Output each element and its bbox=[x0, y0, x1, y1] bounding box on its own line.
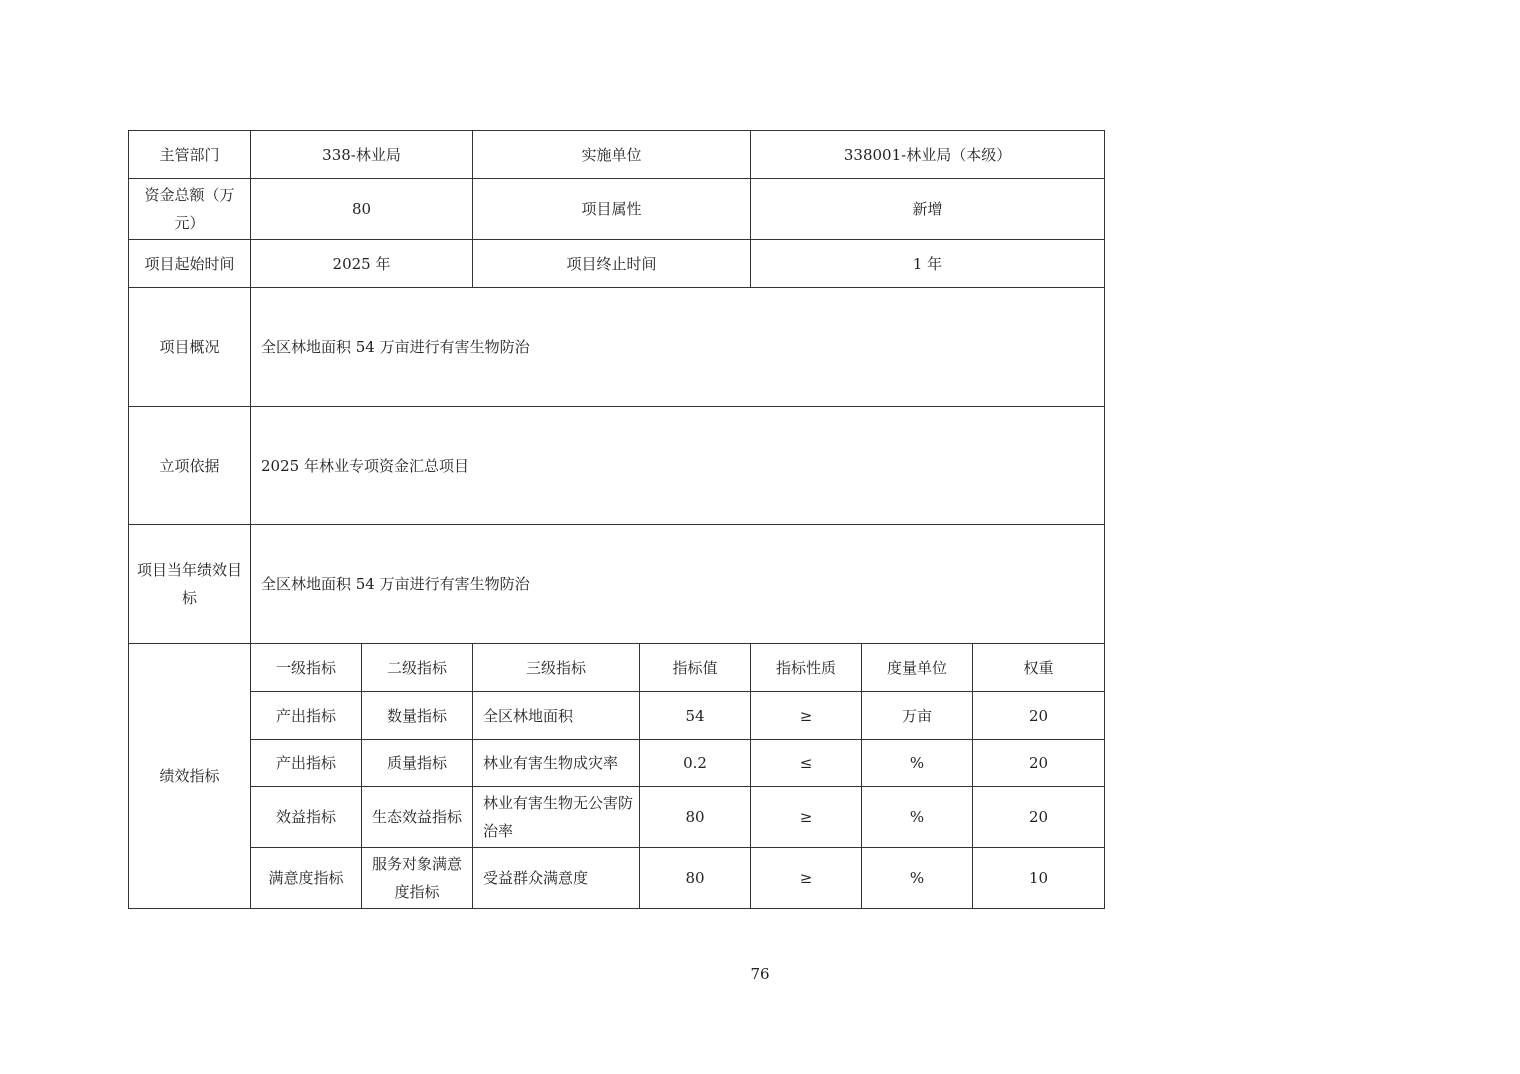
nature-cell: ≥ bbox=[751, 848, 862, 909]
level2-cell: 数量指标 bbox=[362, 692, 473, 740]
level3-cell: 林业有害生物成灾率 bbox=[473, 740, 640, 787]
unit-label: 实施单位 bbox=[473, 131, 751, 179]
column-header: 三级指标 bbox=[473, 644, 640, 692]
table-row bbox=[129, 787, 1105, 848]
goal-label: 项目当年绩效目标 bbox=[129, 525, 251, 644]
basis-label: 立项依据 bbox=[129, 407, 251, 525]
level2-cell: 服务对象满意度指标 bbox=[362, 848, 473, 909]
goal-value: 全区林地面积 54 万亩进行有害生物防治 bbox=[251, 525, 1105, 644]
goal-row bbox=[129, 525, 1105, 644]
table-row bbox=[129, 848, 1105, 909]
level3-cell: 受益群众满意度 bbox=[473, 848, 640, 909]
overview-value: 全区林地面积 54 万亩进行有害生物防治 bbox=[251, 288, 1105, 407]
dept-label: 主管部门 bbox=[129, 131, 251, 179]
level2-cell: 质量指标 bbox=[362, 740, 473, 787]
weight-cell: 20 bbox=[973, 740, 1105, 787]
level1-cell: 效益指标 bbox=[251, 787, 362, 848]
end-label: 项目终止时间 bbox=[473, 240, 751, 288]
value-cell: 80 bbox=[640, 787, 751, 848]
weight-cell: 20 bbox=[973, 787, 1105, 848]
indicators-label: 绩效指标 bbox=[129, 644, 251, 909]
attr-label: 项目属性 bbox=[473, 179, 751, 240]
start-value: 2025 年 bbox=[251, 240, 473, 288]
unit-cell: % bbox=[862, 848, 973, 909]
performance-table bbox=[128, 130, 1105, 909]
start-label: 项目起始时间 bbox=[129, 240, 251, 288]
basis-value: 2025 年林业专项资金汇总项目 bbox=[251, 407, 1105, 525]
overview-row bbox=[129, 288, 1105, 407]
attr-value: 新增 bbox=[751, 179, 1105, 240]
column-header: 度量单位 bbox=[862, 644, 973, 692]
nature-cell: ≥ bbox=[751, 692, 862, 740]
level3-cell: 林业有害生物无公害防治率 bbox=[473, 787, 640, 848]
table-row bbox=[129, 692, 1105, 740]
fund-label: 资金总额（万元） bbox=[129, 179, 251, 240]
unit-cell: % bbox=[862, 787, 973, 848]
unit-cell: 万亩 bbox=[862, 692, 973, 740]
column-header: 二级指标 bbox=[362, 644, 473, 692]
page-number: 76 bbox=[750, 965, 770, 983]
level1-cell: 产出指标 bbox=[251, 740, 362, 787]
nature-cell: ≤ bbox=[751, 740, 862, 787]
unit-value: 338001-林业局（本级） bbox=[751, 131, 1105, 179]
nature-cell: ≥ bbox=[751, 787, 862, 848]
level2-cell: 生态效益指标 bbox=[362, 787, 473, 848]
value-cell: 80 bbox=[640, 848, 751, 909]
level3-cell: 全区林地面积 bbox=[473, 692, 640, 740]
level1-cell: 产出指标 bbox=[251, 692, 362, 740]
column-header: 指标值 bbox=[640, 644, 751, 692]
dept-value: 338-林业局 bbox=[251, 131, 473, 179]
weight-cell: 10 bbox=[973, 848, 1105, 909]
weight-cell: 20 bbox=[973, 692, 1105, 740]
end-value: 1 年 bbox=[751, 240, 1105, 288]
indicator-header-row bbox=[129, 644, 1105, 692]
header-row-time bbox=[129, 240, 1105, 288]
column-header: 一级指标 bbox=[251, 644, 362, 692]
unit-cell: % bbox=[862, 740, 973, 787]
basis-row bbox=[129, 407, 1105, 525]
value-cell: 54 bbox=[640, 692, 751, 740]
level1-cell: 满意度指标 bbox=[251, 848, 362, 909]
fund-value: 80 bbox=[251, 179, 473, 240]
overview-label: 项目概况 bbox=[129, 288, 251, 407]
value-cell: 0.2 bbox=[640, 740, 751, 787]
header-row-fund bbox=[129, 179, 1105, 240]
header-row-dept bbox=[129, 131, 1105, 179]
column-header: 权重 bbox=[973, 644, 1105, 692]
column-header: 指标性质 bbox=[751, 644, 862, 692]
table-row bbox=[129, 740, 1105, 787]
